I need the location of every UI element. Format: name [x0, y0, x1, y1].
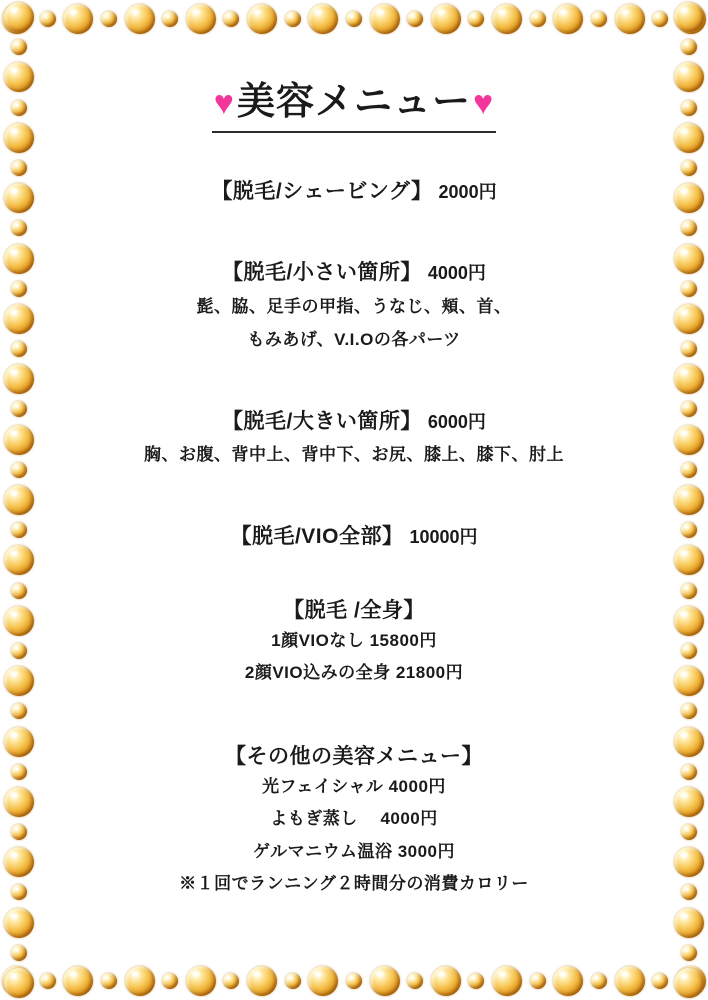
section-price: 6000円 [427, 412, 486, 432]
border-bead [674, 606, 704, 636]
border-bead [674, 304, 704, 334]
border-bead [681, 100, 697, 116]
border-bead [674, 787, 704, 817]
border-bead [553, 966, 583, 996]
border-bead [40, 11, 56, 27]
border-bead [681, 462, 697, 478]
border-bead [2, 4, 32, 34]
border-top-beads [2, 2, 706, 36]
border-bead [492, 966, 522, 996]
border-bead [4, 787, 34, 817]
border-bead [674, 123, 704, 153]
menu-section-full-body [54, 596, 654, 690]
border-bead [674, 364, 704, 394]
border-bead [308, 4, 338, 34]
border-bead [4, 123, 34, 153]
border-bead [11, 160, 27, 176]
border-bead [674, 183, 704, 213]
page-title [54, 78, 654, 133]
heart-icon-left: ♥ [213, 83, 235, 122]
border-bead [11, 764, 27, 780]
menu-section-shaving [54, 177, 654, 206]
border-bead [674, 545, 704, 575]
border-bead [2, 966, 32, 996]
menu-section-large-area [54, 407, 654, 470]
border-bead [492, 4, 522, 34]
border-bead [4, 847, 34, 877]
section-detail-line: 2顔VIO込みの全身 21800円 [244, 663, 464, 683]
border-bead [4, 485, 34, 515]
border-bead [681, 884, 697, 900]
heart-icon-right: ♥ [473, 83, 495, 122]
border-bead [681, 160, 697, 176]
border-bead [125, 4, 155, 34]
section-price: 2000円 [438, 181, 497, 202]
border-bead [468, 973, 484, 989]
section-heading-text: 【脱毛/シェービング】 [211, 179, 433, 203]
border-bead [530, 973, 546, 989]
border-bead [162, 11, 178, 27]
border-bead [681, 401, 697, 417]
border-bead [431, 4, 461, 34]
border-bead [431, 966, 461, 996]
border-bead [4, 2, 34, 32]
section-price: 4000円 [427, 263, 486, 284]
section-detail-line: よもぎ蒸し 4000円 [270, 809, 438, 829]
section-heading [54, 596, 654, 625]
border-bead [468, 11, 484, 27]
border-bead [11, 341, 27, 357]
border-bead [11, 643, 27, 659]
border-bead [162, 973, 178, 989]
border-bead [674, 727, 704, 757]
border-bead [674, 847, 704, 877]
border-bead [407, 973, 423, 989]
border-bead [676, 966, 706, 996]
border-bead [681, 220, 697, 236]
border-bead [11, 884, 27, 900]
border-bead [285, 11, 301, 27]
section-detail-line: ゲルマニウム温浴 3000円 [252, 841, 456, 861]
border-bead [125, 966, 155, 996]
section-heading [54, 407, 654, 436]
border-bead [223, 973, 239, 989]
border-bead [4, 304, 34, 334]
border-bead [674, 666, 704, 696]
section-detail-line: もみあげ、V.I.Oの各パーツ [247, 330, 461, 350]
section-heading [54, 177, 654, 206]
border-bead [591, 973, 607, 989]
border-bead [247, 4, 277, 34]
border-bead [346, 11, 362, 27]
border-bead [247, 966, 277, 996]
section-heading [54, 522, 654, 551]
border-left-beads [2, 2, 36, 998]
section-detail-line: 1顔VIOなし 15800円 [271, 630, 437, 650]
border-bead [11, 220, 27, 236]
border-bead [681, 522, 697, 538]
section-heading-text: 【脱毛/VIO全部】 [230, 525, 404, 549]
border-bead [615, 4, 645, 34]
border-bead [4, 244, 34, 274]
border-bead [370, 966, 400, 996]
border-bead [4, 727, 34, 757]
section-heading-text: 【脱毛/小さい箇所】 [222, 261, 422, 285]
border-bead [63, 966, 93, 996]
border-bead [674, 62, 704, 92]
border-bead [4, 908, 34, 938]
border-bead [40, 973, 56, 989]
border-bead [11, 39, 27, 55]
border-bead [591, 11, 607, 27]
section-detail-line: 光フェイシャル 4000円 [262, 776, 446, 796]
border-bead [4, 968, 34, 998]
border-bead [11, 703, 27, 719]
border-bead [11, 522, 27, 538]
border-bead [63, 4, 93, 34]
menu-section-small-area [54, 258, 654, 355]
border-bead [11, 401, 27, 417]
border-bead [674, 968, 704, 998]
menu-content [36, 36, 672, 964]
border-bead [530, 11, 546, 27]
border-bead [681, 341, 697, 357]
border-bead [11, 583, 27, 599]
border-bead [674, 244, 704, 274]
border-bead [615, 966, 645, 996]
border-bead [11, 100, 27, 116]
section-footnote: ※１回でランニング２時間分の消費カロリー [179, 873, 529, 893]
border-bead [681, 281, 697, 297]
border-bead [681, 703, 697, 719]
border-bead [676, 4, 706, 34]
border-bottom-beads [2, 964, 706, 998]
section-detail-line: 胸、お腹、背中上、背中下、お尻、膝上、膝下、肘上 [144, 445, 564, 465]
section-heading-text: 【その他の美容メニュー】 [225, 744, 483, 768]
border-bead [11, 462, 27, 478]
border-bead [11, 281, 27, 297]
border-bead [407, 11, 423, 27]
border-bead [681, 824, 697, 840]
border-bead [681, 945, 697, 961]
border-bead [11, 824, 27, 840]
border-bead [101, 11, 117, 27]
border-bead [4, 183, 34, 213]
border-bead [553, 4, 583, 34]
border-bead [186, 966, 216, 996]
section-heading-text: 【脱毛/大きい箇所】 [222, 410, 422, 433]
border-bead [308, 966, 338, 996]
border-bead [4, 364, 34, 394]
border-bead [4, 425, 34, 455]
border-bead [4, 545, 34, 575]
border-right-beads [672, 2, 706, 998]
border-bead [681, 643, 697, 659]
border-bead [652, 973, 668, 989]
border-bead [346, 973, 362, 989]
menu-section-other [54, 742, 654, 901]
border-bead [11, 945, 27, 961]
border-bead [681, 583, 697, 599]
border-bead [674, 908, 704, 938]
border-bead [674, 2, 704, 32]
section-heading-text: 【脱毛 /全身】 [283, 598, 425, 622]
border-bead [4, 666, 34, 696]
menu-section-vio-all [54, 522, 654, 551]
border-bead [101, 973, 117, 989]
border-bead [223, 11, 239, 27]
section-heading [54, 742, 654, 771]
border-bead [186, 4, 216, 34]
page-title-text: 美容メニュー [236, 81, 471, 124]
border-bead [681, 39, 697, 55]
border-bead [652, 11, 668, 27]
section-heading [54, 258, 654, 287]
border-bead [674, 425, 704, 455]
border-bead [674, 485, 704, 515]
border-bead [4, 62, 34, 92]
section-price: 10000円 [409, 527, 478, 548]
border-bead [370, 4, 400, 34]
section-detail-line: 髭、脇、足手の甲指、うなじ、頬、首、 [196, 296, 512, 316]
border-bead [285, 973, 301, 989]
border-bead [4, 606, 34, 636]
border-bead [681, 764, 697, 780]
